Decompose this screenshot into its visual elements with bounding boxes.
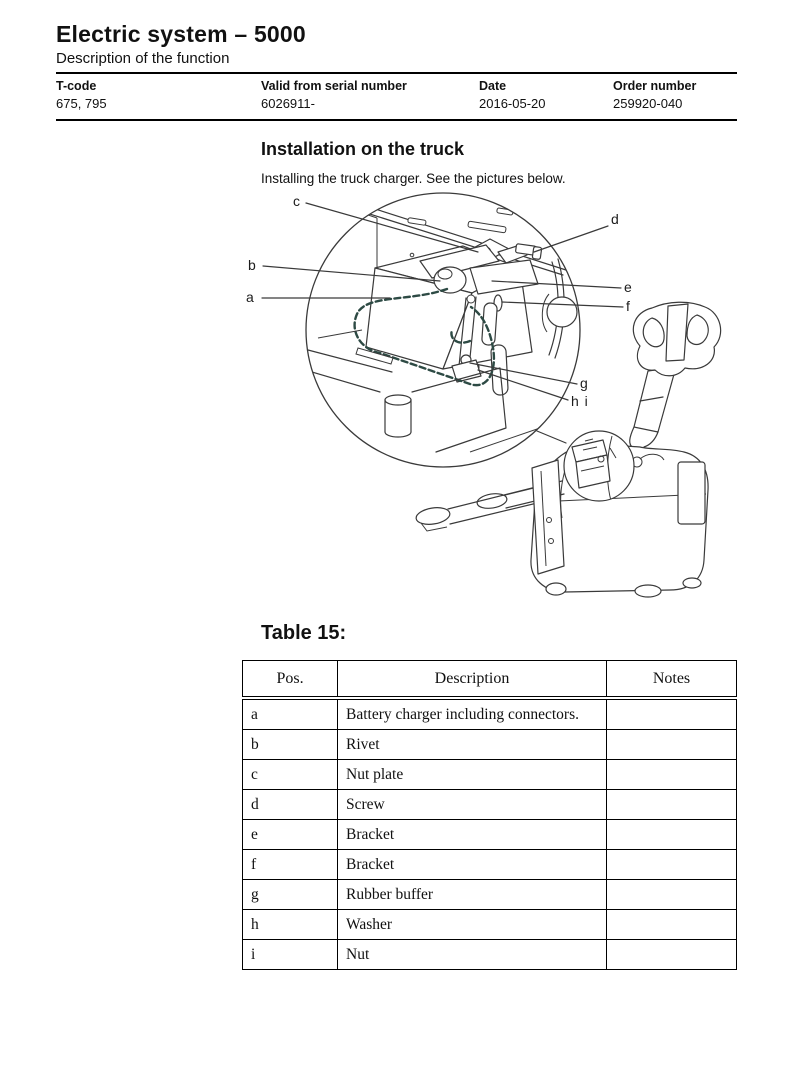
cell-notes [607, 760, 737, 790]
meta-value: 675, 795 [56, 95, 107, 111]
col-header-desc: Description [338, 661, 607, 699]
meta-order [613, 79, 737, 112]
table-row [243, 880, 737, 910]
cell-description: Rivet [338, 730, 607, 760]
cell-notes [607, 910, 737, 940]
cell-description: Rubber buffer [338, 880, 607, 910]
magnifier-link-line [537, 431, 566, 443]
cell-pos: h [243, 910, 338, 940]
meta-label: Order number [613, 79, 697, 94]
cell-notes [607, 730, 737, 760]
col-header-notes: Notes [607, 661, 737, 699]
meta-serial [261, 79, 479, 112]
col-header-pos: Pos. [243, 661, 338, 699]
cell-description: Washer [338, 910, 607, 940]
table-header-row [243, 661, 737, 699]
table-title: Table 15: [261, 622, 347, 644]
cell-description: Bracket [338, 820, 607, 850]
section-heading: Installation on the truck [261, 139, 465, 159]
parts-table [242, 660, 737, 970]
meta-value: 6026911- [261, 95, 315, 111]
cell-description: Nut [338, 940, 607, 970]
table-row [243, 698, 737, 730]
meta-value: 2016-05-20 [479, 95, 546, 111]
table-row [243, 790, 737, 820]
meta-bar [56, 72, 737, 121]
callout-h-i: h i [571, 393, 589, 409]
callout-c: c [293, 193, 301, 209]
cell-description: Nut plate [338, 760, 607, 790]
cell-pos: d [243, 790, 338, 820]
cell-pos: c [243, 760, 338, 790]
callout-d: d [611, 211, 620, 227]
cell-pos: f [243, 850, 338, 880]
callout-b: b [248, 257, 257, 273]
callout-g: g [580, 375, 589, 391]
table-row [243, 850, 737, 880]
installation-figure [0, 188, 793, 608]
page-title: Electric system – 5000 [56, 21, 306, 47]
magnified-charger-view [305, 192, 580, 467]
page-subtitle: Description of the function [56, 50, 230, 68]
cell-pos: b [243, 730, 338, 760]
table-row [243, 730, 737, 760]
cell-notes [607, 940, 737, 970]
cell-notes [607, 698, 737, 730]
table-row [243, 910, 737, 940]
cell-description: Battery charger including connectors. [338, 698, 607, 730]
cell-notes [607, 790, 737, 820]
cell-pos: a [243, 698, 338, 730]
cell-notes [607, 820, 737, 850]
table-row [243, 820, 737, 850]
meta-label: T-code [56, 79, 97, 94]
meta-value: 259920-040 [613, 95, 683, 111]
table-row [243, 760, 737, 790]
cell-notes [607, 880, 737, 910]
meta-label: Date [479, 79, 507, 94]
callout-e: e [624, 279, 633, 295]
table-row [243, 940, 737, 970]
cell-notes [607, 850, 737, 880]
meta-label: Valid from serial number [261, 79, 407, 94]
page-header [56, 22, 737, 121]
meta-date [479, 79, 613, 112]
cell-description: Screw [338, 790, 607, 820]
callout-f: f [626, 298, 631, 314]
cell-pos: i [243, 940, 338, 970]
cell-pos: e [243, 820, 338, 850]
meta-tcode [56, 79, 261, 112]
truck-charger-diagram [0, 188, 793, 608]
callout-a: a [246, 289, 255, 305]
cell-pos: g [243, 880, 338, 910]
section-body-text: Installing the truck charger. See the pictures below. [261, 171, 566, 186]
cell-description: Bracket [338, 850, 607, 880]
